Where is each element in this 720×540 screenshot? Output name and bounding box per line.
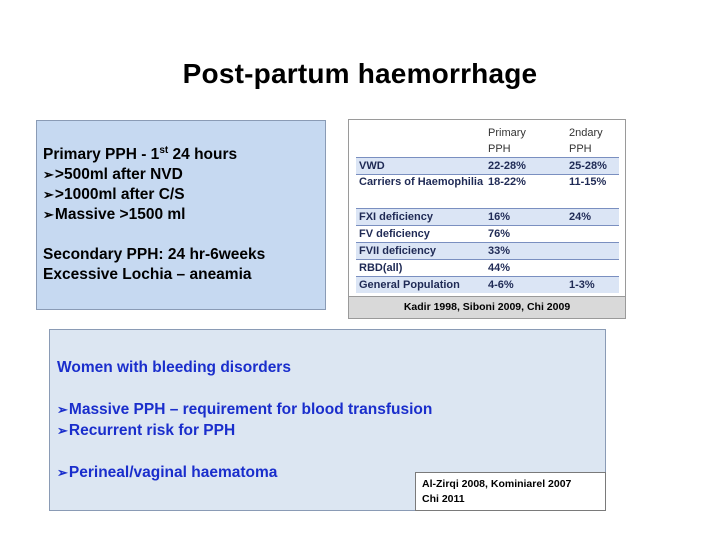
table-header-row [356,141,619,158]
table-cell: 44% [488,262,511,274]
table-cell [566,243,619,260]
table-row [356,226,619,243]
table-header-cell: Primary [488,127,526,139]
primary-pph-line [43,145,325,165]
bullet-text: Massive PPH – requirement for blood transfusion [68,401,433,418]
bleeding-disorders-heading: Women with bleeding disorders [57,359,291,376]
citation-line: Al-Zirqi 2008, Kominiarel 2007 [422,478,572,490]
table-cell [566,226,619,243]
table-header-cell: PPH [569,143,592,155]
table-cell: FVII deficiency [356,243,485,260]
bullet-text: Massive >1500 ml [54,206,186,223]
table-cell: 4-6% [485,277,566,294]
table-header-cell [356,125,485,141]
bullet-item [43,205,325,225]
table-cell: RBD(all) [359,262,403,274]
arrow-bullet-icon: ➢ [43,167,54,182]
bullet-text: Recurrent risk for PPH [68,422,236,439]
arrow-bullet-icon: ➢ [43,187,54,202]
table-citation: Kadir 1998, Siboni 2009, Chi 2009 [349,296,625,318]
table-row [356,209,619,226]
arrow-bullet-icon: ➢ [57,402,68,417]
table-row [356,158,619,175]
bullet-item [57,399,605,420]
table-cell: FXI deficiency [356,209,485,226]
table-row [356,260,619,277]
bullet-text: >1000ml after C/S [54,186,185,203]
arrow-bullet-icon: ➢ [43,207,54,222]
table-cell: General Population [356,277,485,294]
table-row [356,175,619,209]
table-row [356,243,619,260]
pph-incidence-table-panel [348,119,626,319]
table-cell: 1-3% [566,277,619,294]
bottom-citation [415,472,606,511]
bullet-item [43,165,325,185]
bullet-text: Perineal/vaginal haematoma [68,464,278,481]
pph-definition-box [36,120,326,310]
lochia-line: Excessive Lochia – aneamia [43,266,252,283]
table-cell: 16% [485,209,566,226]
table-cell: FV deficiency [359,228,430,240]
table-header-cell: PPH [488,143,511,155]
table-cell: 33% [485,243,566,260]
table-header-row [356,125,619,141]
primary-pph-text: Primary PPH - 1 [43,146,160,163]
arrow-bullet-icon: ➢ [57,465,68,480]
citation-line: Chi 2011 [422,493,465,505]
primary-pph-superscript: st [159,144,169,156]
pph-incidence-table [356,125,619,293]
table-cell: Carriers of Haemophilia [359,176,484,188]
arrow-bullet-icon: ➢ [57,423,68,438]
table-cell: VWD [356,158,485,175]
bullet-item [43,185,325,205]
bullet-item [57,420,605,441]
table-row [356,277,619,294]
table-cell: 18-22% [488,176,526,188]
table-cell: 24% [566,209,619,226]
table-header-cell: 2ndary [569,127,603,139]
table-cell: 11-15% [569,176,607,188]
primary-pph-hours: 24 hours [168,146,238,163]
table-cell: 22-28% [485,158,566,175]
table-cell: 76% [488,228,511,240]
table-header-cell [356,141,485,158]
secondary-pph-line: Secondary PPH: 24 hr-6weeks [43,246,266,263]
slide-title: Post-partum haemorrhage [182,58,538,89]
table-cell [566,260,619,277]
table-cell: 25-28% [566,158,619,175]
bullet-text: >500ml after NVD [54,166,183,183]
